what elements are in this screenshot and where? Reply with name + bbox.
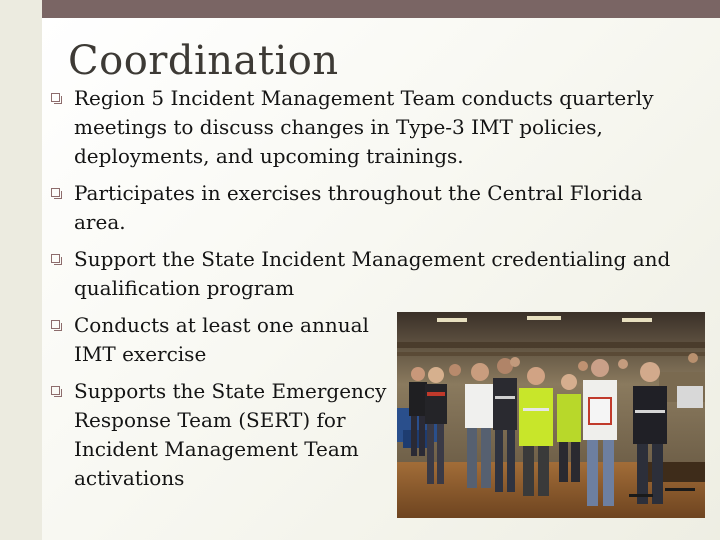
left-accent-band: [0, 0, 42, 540]
square-bullet-icon: [51, 254, 60, 263]
bullet-item: [50, 377, 394, 493]
bullet-text: Supports the State Emergency Response Team (SERT) for Incident Management Team activations: [74, 379, 387, 490]
top-accent-bar: [42, 0, 720, 18]
square-bullet-icon: [51, 188, 60, 197]
bullet-text: Conducts at least one annual IMT exercise: [74, 313, 369, 366]
bullet-item: [50, 84, 690, 171]
square-bullet-icon: [51, 93, 60, 102]
bullet-text: Region 5 Incident Management Team conducts quarterly meetings to discuss changes in Type-3 IMT policies, deployments, and upcoming trainings.: [74, 86, 654, 168]
bullet-item: [50, 179, 690, 237]
square-bullet-icon: [51, 386, 60, 395]
square-bullet-icon: [51, 320, 60, 329]
bullet-text: Participates in exercises throughout the Central Florida area.: [74, 181, 643, 234]
bullet-item: [50, 311, 394, 369]
bullet-item: [50, 245, 690, 303]
bullet-text: Support the State Incident Management credentialing and qualification program: [74, 247, 671, 300]
slide-title: Coordination: [68, 38, 339, 84]
exercise-photo: [397, 312, 705, 518]
